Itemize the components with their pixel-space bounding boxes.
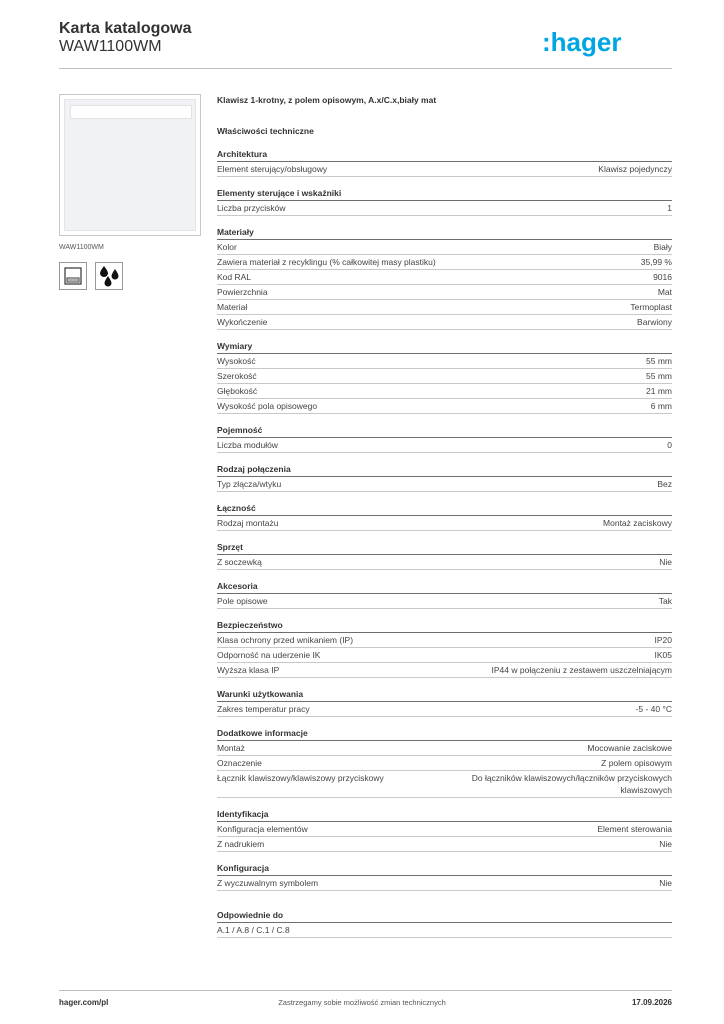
spec-label: Montaż bbox=[217, 743, 245, 753]
spec-row bbox=[217, 555, 672, 570]
section-title: Identyfikacja bbox=[217, 808, 672, 822]
section-title: Wymiary bbox=[217, 340, 672, 354]
spec-section bbox=[217, 502, 672, 531]
section-title: Dodatkowe informacje bbox=[217, 727, 672, 741]
spec-label: Zawiera materiał z recyklingu (% całkowitej masy plastiku) bbox=[217, 257, 436, 267]
spec-value: Termoplast bbox=[630, 302, 672, 312]
spec-row bbox=[217, 923, 672, 938]
product-image-frame bbox=[59, 94, 201, 236]
section-title: Łączność bbox=[217, 502, 672, 516]
spec-row bbox=[217, 369, 672, 384]
section-title: Materiały bbox=[217, 226, 672, 240]
section-title: Warunki użytkowania bbox=[217, 688, 672, 702]
label-field-strip bbox=[70, 105, 192, 119]
spec-section bbox=[217, 226, 672, 330]
spec-value: Nie bbox=[659, 839, 672, 849]
spec-row bbox=[217, 648, 672, 663]
spec-section bbox=[217, 580, 672, 609]
spec-label: Odporność na uderzenie IK bbox=[217, 650, 321, 660]
spec-value: 9016 bbox=[653, 272, 672, 282]
section-title: Sprzęt bbox=[217, 541, 672, 555]
header-title: Karta katalogowa bbox=[59, 20, 192, 37]
spec-section bbox=[217, 808, 672, 852]
spec-row bbox=[217, 315, 672, 330]
spec-value: 6 mm bbox=[650, 401, 672, 411]
spec-row bbox=[217, 876, 672, 891]
suitable-section bbox=[217, 909, 672, 938]
spec-value: 55 mm bbox=[646, 356, 672, 366]
spec-label: Materiał bbox=[217, 302, 248, 312]
spec-row bbox=[217, 837, 672, 852]
hager-logo bbox=[542, 28, 672, 58]
spec-value: 1 bbox=[667, 203, 672, 213]
header-divider bbox=[59, 68, 672, 69]
spec-label: Oznaczenie bbox=[217, 758, 262, 768]
spec-row bbox=[217, 702, 672, 717]
product-title: Klawisz 1-krotny, z polem opisowym, A.x/C.x,biały mat bbox=[217, 95, 437, 105]
spec-value: Tak bbox=[658, 596, 672, 606]
spec-label: Wysokość bbox=[217, 356, 256, 366]
spec-label: Typ złącza/wtyku bbox=[217, 479, 282, 489]
spec-label: Łącznik klawiszowy/klawiszowy przyciskowy bbox=[217, 773, 384, 783]
spec-section bbox=[217, 727, 672, 798]
spec-label: Wyższa klasa IP bbox=[217, 665, 280, 675]
spec-value: Barwiony bbox=[637, 317, 672, 327]
spec-section bbox=[217, 619, 672, 678]
spec-section bbox=[217, 187, 672, 216]
spec-value: IP20 bbox=[654, 635, 672, 645]
spec-value: Nie bbox=[659, 878, 672, 888]
spec-row bbox=[217, 771, 672, 798]
spec-label: Kod RAL bbox=[217, 272, 252, 282]
spec-row bbox=[217, 399, 672, 414]
spec-label: Kolor bbox=[217, 242, 237, 252]
spec-section bbox=[217, 541, 672, 570]
spec-section bbox=[217, 424, 672, 453]
spec-value: -5 - 40 °C bbox=[635, 704, 672, 714]
spec-section bbox=[217, 148, 672, 177]
spec-label: Wysokość pola opisowego bbox=[217, 401, 318, 411]
spec-value: Mat bbox=[657, 287, 672, 297]
footer-disclaimer: Zastrzegamy sobie możliwość zmian technicznych bbox=[278, 998, 446, 1007]
spec-row bbox=[217, 240, 672, 255]
spec-sections bbox=[217, 148, 672, 891]
spec-row bbox=[217, 741, 672, 756]
spec-value: Do łączników klawiszowych/łączników przyciskowych klawiszowych bbox=[471, 773, 672, 795]
spec-row bbox=[217, 822, 672, 837]
section-title: Bezpieczeństwo bbox=[217, 619, 672, 633]
spec-sheet bbox=[217, 92, 672, 938]
spec-section bbox=[217, 340, 672, 414]
section-title: Rodzaj połączenia bbox=[217, 463, 672, 477]
section-title: Elementy sterujące i wskaźniki bbox=[217, 187, 672, 201]
spec-section bbox=[217, 463, 672, 492]
spec-section bbox=[217, 688, 672, 717]
section-title: Pojemność bbox=[217, 424, 672, 438]
spec-row bbox=[217, 594, 672, 609]
product-image bbox=[64, 99, 196, 231]
spec-row bbox=[217, 162, 672, 177]
technical-properties-title: Właściwości techniczne bbox=[217, 126, 314, 136]
section-title: Konfiguracja bbox=[217, 862, 672, 876]
product-code-heading: WAW1100WM bbox=[59, 38, 162, 55]
footer-date: 17.09.2026 bbox=[631, 998, 672, 1007]
spec-value: Montaż zaciskowy bbox=[603, 518, 672, 528]
spec-value: Mocowanie zaciskowe bbox=[587, 743, 672, 753]
logo-text: :hager bbox=[542, 28, 622, 57]
spec-label: Konfiguracja elementów bbox=[217, 824, 308, 834]
spec-label: Wykończenie bbox=[217, 317, 268, 327]
spec-row bbox=[217, 285, 672, 300]
section-title: Akcesoria bbox=[217, 580, 672, 594]
product-image-caption: WAW1100WM bbox=[59, 244, 104, 251]
spec-row bbox=[217, 354, 672, 369]
spec-value: Nie bbox=[659, 557, 672, 567]
spec-value: 0 bbox=[667, 440, 672, 450]
section-title: Odpowiednie do bbox=[217, 909, 672, 923]
spec-row bbox=[217, 300, 672, 315]
spec-label: Z nadrukiem bbox=[217, 839, 265, 849]
spec-row bbox=[217, 438, 672, 453]
spec-label: Szerokość bbox=[217, 371, 257, 381]
section-title: Architektura bbox=[217, 148, 672, 162]
spec-value: 35,99 % bbox=[640, 257, 672, 267]
spec-value: Z polem opisowym bbox=[601, 758, 672, 768]
spec-value: Biały bbox=[653, 242, 672, 252]
spec-value: IP44 w połączeniu z zestawem uszczelniającym bbox=[491, 665, 672, 675]
spec-section bbox=[217, 862, 672, 891]
spec-row bbox=[217, 477, 672, 492]
spec-label: Z soczewką bbox=[217, 557, 262, 567]
switch-module-icon bbox=[59, 262, 87, 290]
spec-label: Liczba modułów bbox=[217, 440, 278, 450]
footer-divider bbox=[59, 990, 672, 991]
spec-value: Klawisz pojedynczy bbox=[598, 164, 672, 174]
spec-row bbox=[217, 756, 672, 771]
spec-row bbox=[217, 516, 672, 531]
spec-value: Element sterowania bbox=[597, 824, 672, 834]
spec-label: Z wyczuwalnym symbolem bbox=[217, 878, 319, 888]
spec-label: Liczba przycisków bbox=[217, 203, 286, 213]
spec-value: 21 mm bbox=[646, 386, 672, 396]
spec-row bbox=[217, 270, 672, 285]
spec-label: A.1 / A.8 / C.1 / C.8 bbox=[217, 925, 290, 935]
spec-label: Głębokość bbox=[217, 386, 258, 396]
spec-label: Klasa ochrony przed wnikaniem (IP) bbox=[217, 635, 354, 645]
spec-row bbox=[217, 201, 672, 216]
spec-label: Pole opisowe bbox=[217, 596, 268, 606]
spec-row bbox=[217, 633, 672, 648]
spec-value: IK05 bbox=[654, 650, 672, 660]
spec-value: 55 mm bbox=[646, 371, 672, 381]
water-drops-icon bbox=[95, 262, 123, 290]
spec-row bbox=[217, 663, 672, 678]
spec-label: Zakres temperatur pracy bbox=[217, 704, 310, 714]
spec-label: Element sterujący/obsługowy bbox=[217, 164, 328, 174]
footer-website[interactable]: hager.com/pl bbox=[59, 998, 109, 1007]
spec-label: Powierzchnia bbox=[217, 287, 268, 297]
spec-row bbox=[217, 255, 672, 270]
spec-label: Rodzaj montażu bbox=[217, 518, 279, 528]
spec-row bbox=[217, 384, 672, 399]
spec-value: Bez bbox=[657, 479, 672, 489]
